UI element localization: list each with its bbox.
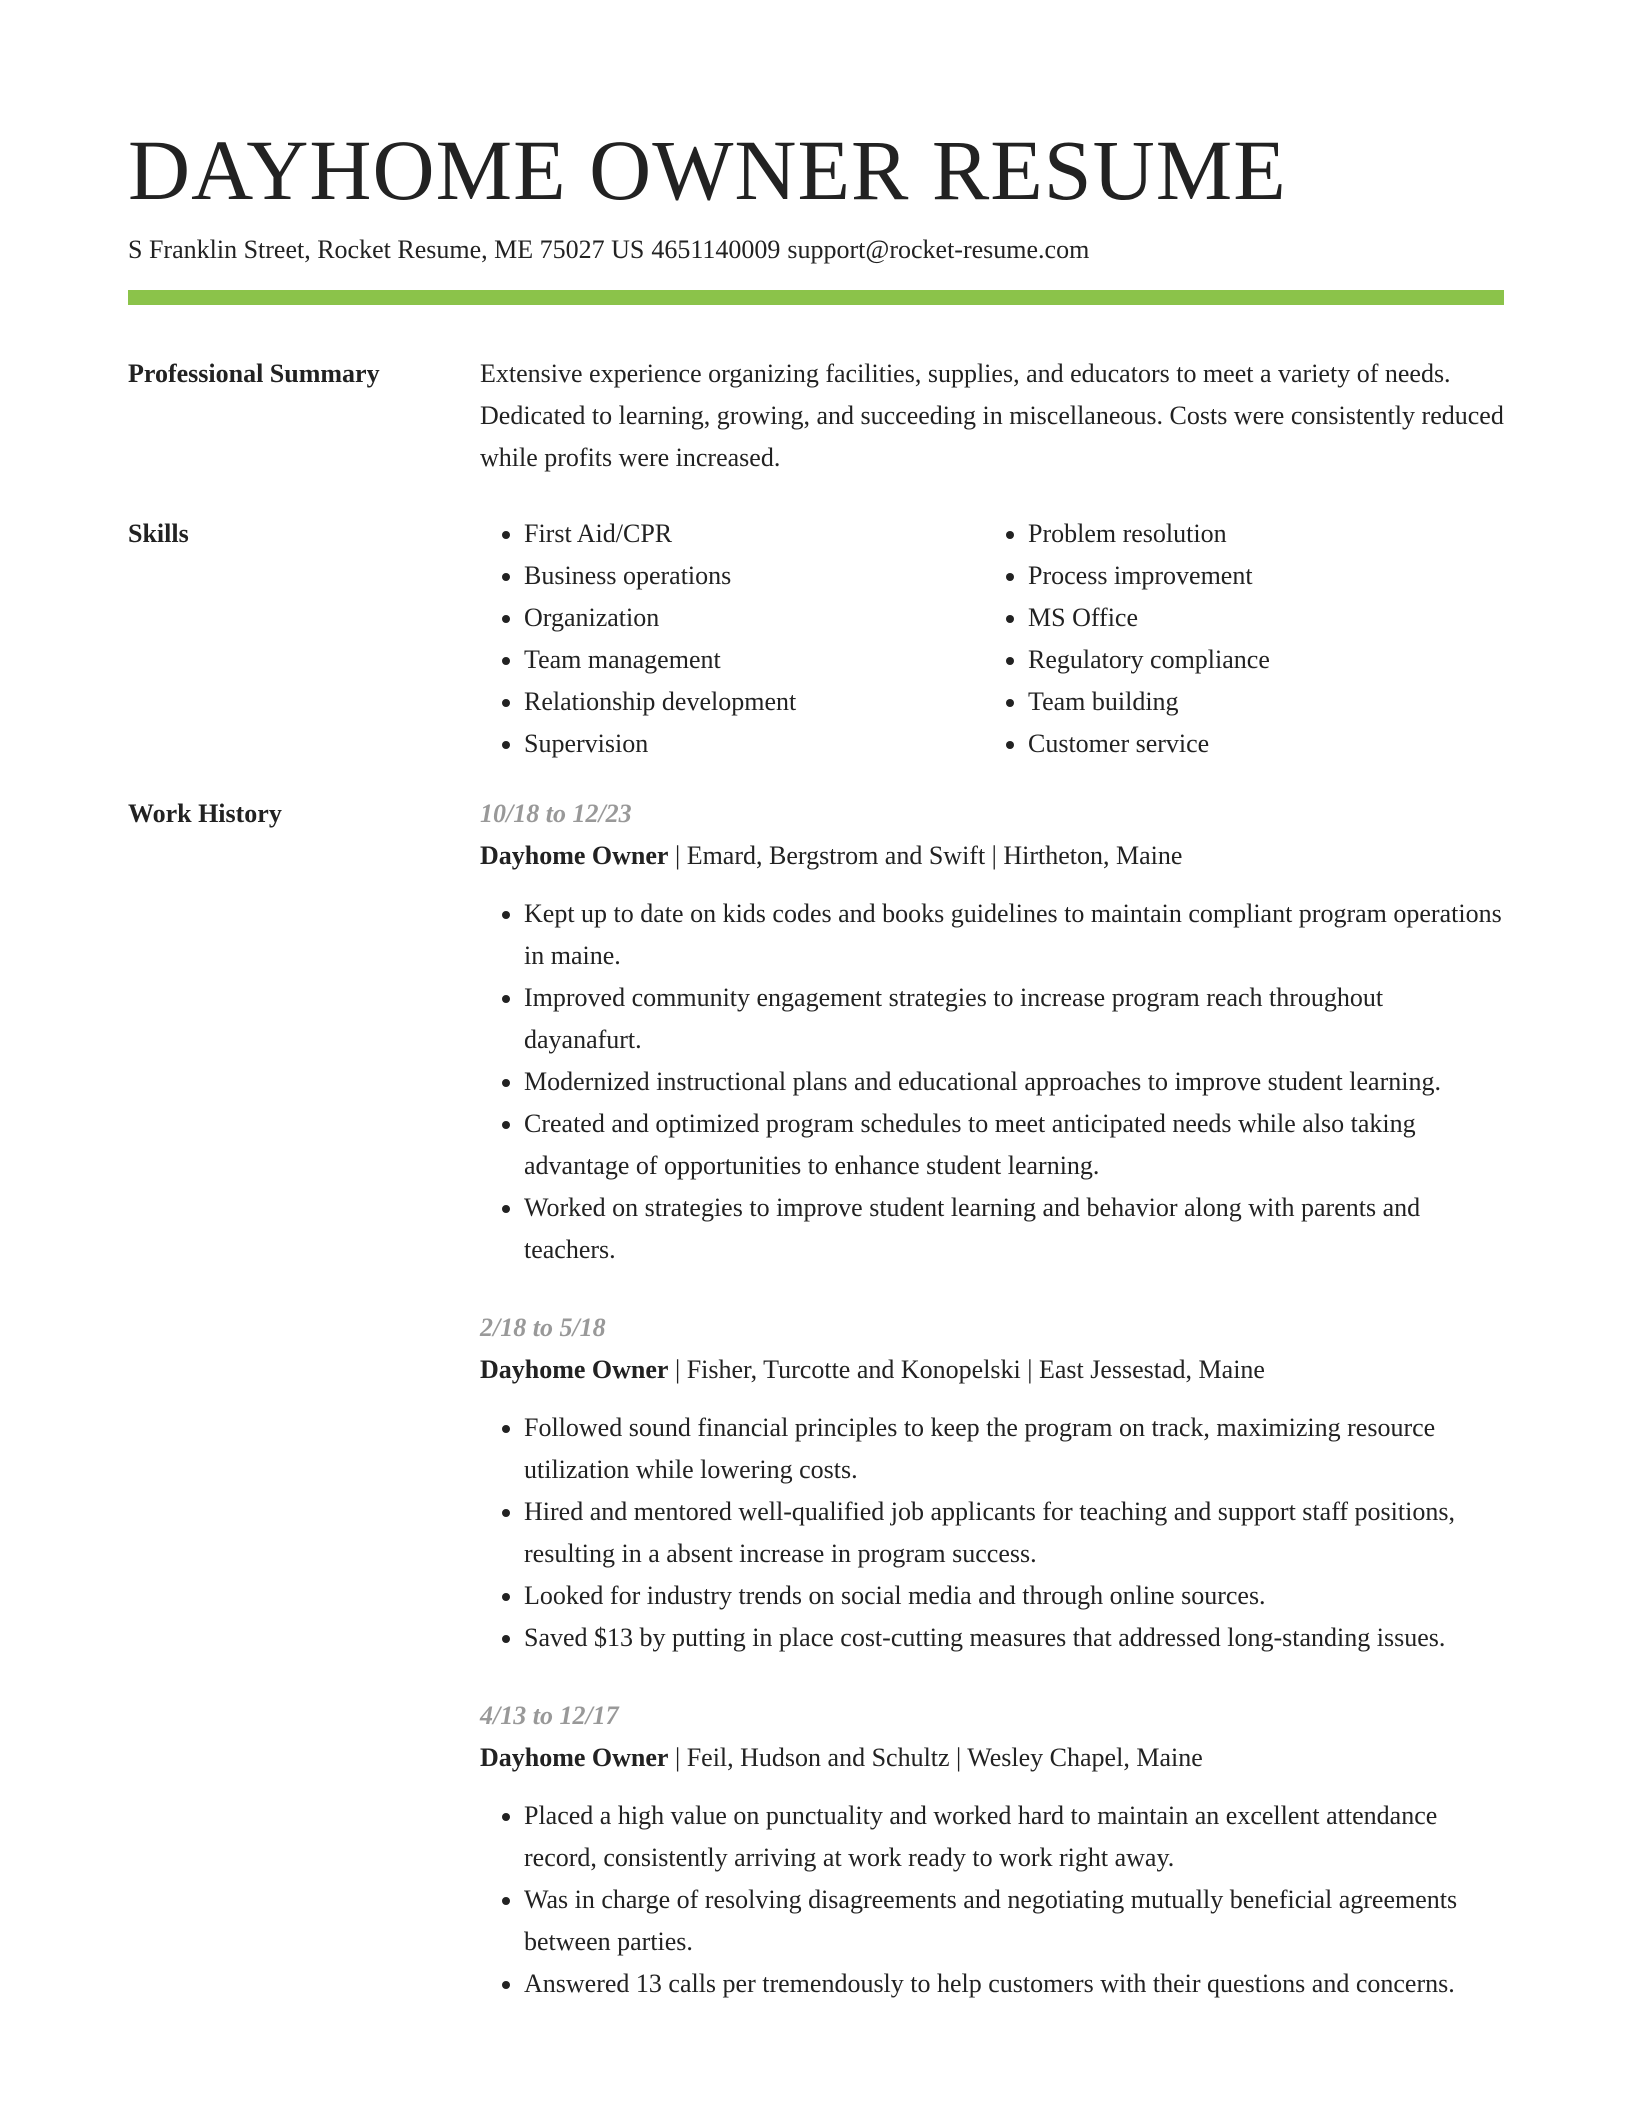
skill-item: • Organization [524, 597, 984, 639]
job-bullet: • Was in charge of resolving disagreements and negotiating mutually beneficial agreements between parties. [524, 1879, 1504, 1963]
skill-item: • Supervision [524, 723, 984, 765]
job-header [480, 1349, 1504, 1391]
skill-item: • First Aid/CPR [524, 513, 984, 555]
skill-item: • Team building [1028, 681, 1488, 723]
skill-item: • Regulatory compliance [1028, 639, 1488, 681]
job-header [480, 1737, 1504, 1779]
job-bullets [480, 1795, 1504, 2005]
job-bullet: • Modernized instructional plans and educational approaches to improve student learning. [524, 1061, 1504, 1103]
job-dates: 4/13 to 12/17 [480, 1701, 619, 1730]
job-bullet: • Worked on strategies to improve student learning and behavior along with parents and teachers. [524, 1187, 1504, 1271]
job-dates: 10/18 to 12/23 [480, 799, 632, 828]
job-bullet: • Improved community engagement strategies to increase program reach throughout dayanafurt. [524, 977, 1504, 1061]
contact-email: support@rocket-resume.com [787, 235, 1090, 264]
skills-heading: Skills [128, 519, 189, 548]
job-bullets [480, 893, 1504, 1271]
job-bullets [480, 1407, 1504, 1659]
skill-item: • Relationship development [524, 681, 984, 723]
job-details: | Fisher, Turcotte and Konopelski | East Jessestad, Maine [668, 1355, 1265, 1384]
skill-item: • Business operations [524, 555, 984, 597]
job-bullet: • Created and optimized program schedules to meet anticipated needs while also taking advantage of opportunities to enhance student learning. [524, 1103, 1504, 1187]
job-title: Dayhome Owner [480, 841, 669, 870]
job-dates: 2/18 to 5/18 [480, 1313, 606, 1342]
skills-list-right [984, 513, 1488, 765]
contact-line [128, 232, 1504, 268]
job-bullet: • Kept up to date on kids codes and books guidelines to maintain compliant program operations in maine. [524, 893, 1504, 977]
skill-item: • Problem resolution [1028, 513, 1488, 555]
job-entry [480, 793, 1504, 1271]
job-header [480, 835, 1504, 877]
job-entry [480, 1307, 1504, 1659]
summary-heading: Professional Summary [128, 359, 380, 388]
job-entry [480, 1695, 1504, 2005]
job-bullet: • Saved $13 by putting in place cost-cutting measures that addressed long-standing issues. [524, 1617, 1504, 1659]
job-bullet: • Hired and mentored well-qualified job applicants for teaching and support staff positions, resulting in a absent increase in program success. [524, 1491, 1504, 1575]
job-title: Dayhome Owner [480, 1743, 669, 1772]
job-bullet: • Answered 13 calls per tremendously to help customers with their questions and concerns. [524, 1963, 1504, 2005]
summary-text: Extensive experience organizing facilities, supplies, and educators to meet a variety of needs. Dedicated to learning, growing, and succeeding in miscellaneous. Costs were consistently reduced while profits were increased. [480, 359, 1504, 472]
summary-section [128, 353, 1504, 479]
job-bullet: • Looked for industry trends on social media and through online sources. [524, 1575, 1504, 1617]
skills-list-left [480, 513, 984, 765]
job-title: Dayhome Owner [480, 1355, 669, 1384]
skill-item: • Process improvement [1028, 555, 1488, 597]
accent-divider [128, 290, 1504, 305]
job-details: | Emard, Bergstrom and Swift | Hirtheton, Maine [668, 841, 1183, 870]
skills-section [128, 513, 1504, 765]
resume-page [128, 120, 1504, 2041]
skill-item: • Team management [524, 639, 984, 681]
skill-item: • MS Office [1028, 597, 1488, 639]
work-history-section [128, 793, 1504, 2041]
contact-address: S Franklin Street, Rocket Resume, ME 75027 US [128, 235, 645, 264]
job-bullet: • Placed a high value on punctuality and worked hard to maintain an excellent attendance record, consistently arriving at work ready to work right away. [524, 1795, 1504, 1879]
job-details: | Feil, Hudson and Schultz | Wesley Chapel, Maine [668, 1743, 1203, 1772]
skill-item: • Customer service [1028, 723, 1488, 765]
job-bullet: • Followed sound financial principles to keep the program on track, maximizing resource utilization while lowering costs. [524, 1407, 1504, 1491]
resume-title: DAYHOME OWNER RESUME [128, 122, 1287, 218]
contact-phone: 4651140009 [651, 235, 781, 264]
work-history-heading: Work History [128, 799, 282, 828]
